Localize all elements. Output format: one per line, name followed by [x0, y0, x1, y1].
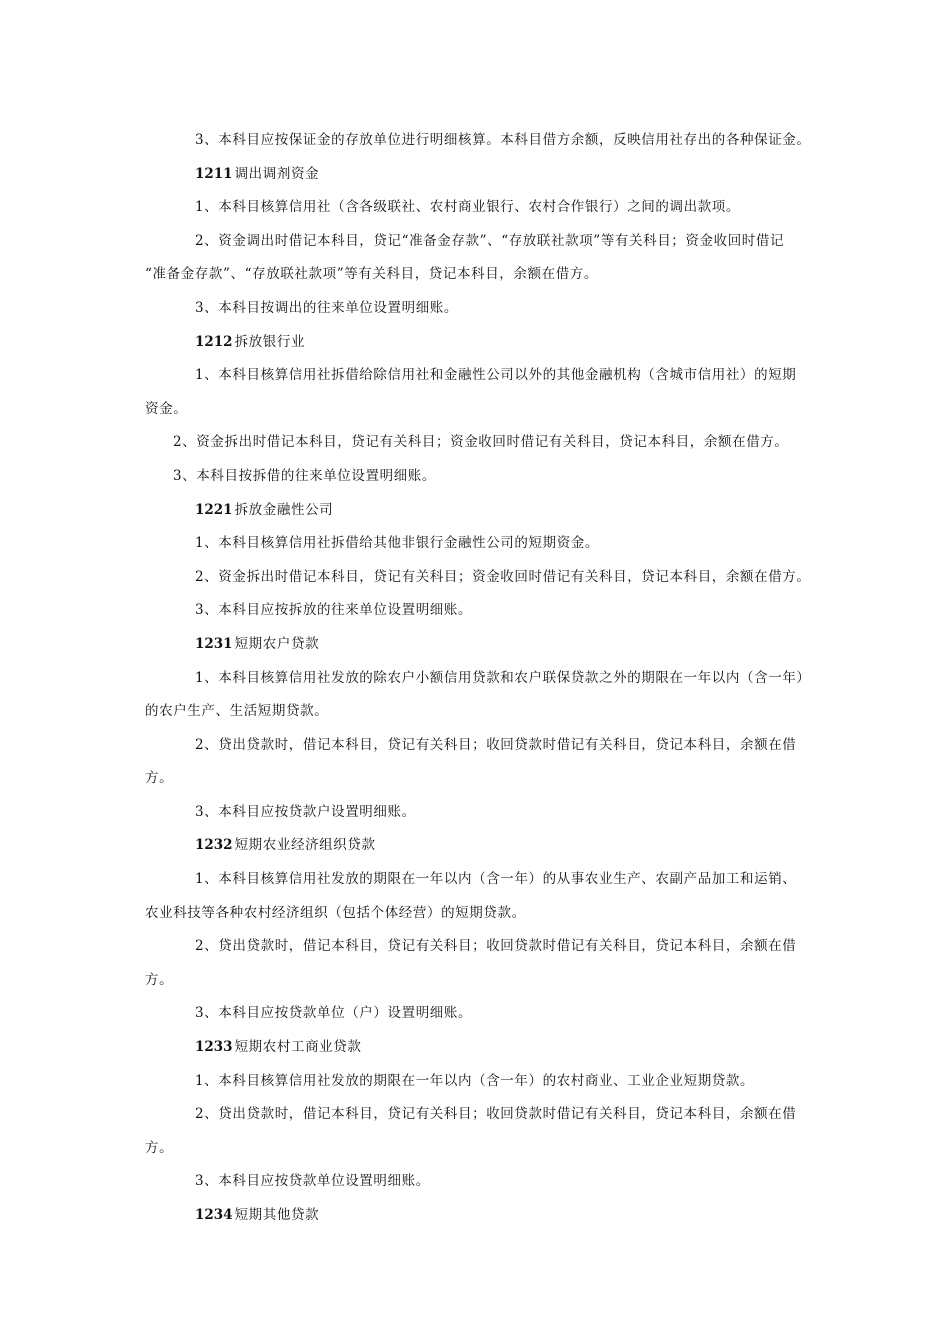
paragraph: 2、资金拆出时借记本科目，贷记有关科目；资金收回时借记有关科目，贷记本科目，余额在借方。: [195, 568, 811, 585]
paragraph: 1、本科目核算信用社发放的期限在一年以内（含一年）的农村商业、工业企业短期贷款。: [195, 1072, 755, 1089]
section-code: 1232: [195, 837, 233, 854]
document-body: [145, 124, 815, 1233]
paragraph: 2、资金调出时借记本科目，贷记“准备金存款”、“存放联社款项”等有关科目；资金收回时借记: [195, 232, 785, 249]
section-title: 短期农业经济组织贷款: [234, 837, 376, 854]
section-heading-1232: [145, 829, 815, 863]
section-code: 1231: [195, 635, 233, 652]
paragraph: 3、本科目应按贷款户设置明细账。: [195, 803, 416, 820]
paragraph: 1、本科目核算信用社发放的除农户小额信用贷款和农户联保贷款之外的期限在一年以内（含一年）: [195, 669, 811, 686]
paragraph: 1、本科目核算信用社拆借给其他非银行金融性公司的短期资金。: [195, 535, 599, 552]
paragraph: 1、本科目核算信用社发放的期限在一年以内（含一年）的从事农业生产、农副产品加工和运销、: [195, 871, 797, 888]
paragraph: 3、本科目按调出的往来单位设置明细账。: [195, 299, 458, 316]
paragraph-continuation: “准备金存款”、“存放联社款项”等有关科目，贷记本科目，余额在借方。: [145, 266, 599, 283]
paragraph: 3、本科目应按拆放的往来单位设置明细账。: [195, 602, 473, 619]
section-title: 调出调剂资金: [234, 165, 320, 182]
paragraph-continuation: 方。: [145, 770, 174, 787]
section-title: 短期其他贷款: [234, 1207, 320, 1223]
section-code: 1212: [195, 333, 233, 350]
paragraph: 2、贷出贷款时，借记本科目，贷记有关科目；收回贷款时借记有关科目，贷记本科目，余额在借: [195, 1106, 797, 1123]
section-code: 1233: [195, 1039, 233, 1056]
section-heading-1221: [145, 494, 815, 528]
paragraph-continuation: 的农户生产、生活短期贷款。: [145, 703, 329, 720]
section-heading-1231: [145, 628, 815, 662]
section-title: 短期农户贷款: [234, 635, 320, 652]
section-code: 1234: [195, 1207, 233, 1223]
section-title: 短期农村工商业贷款: [234, 1039, 362, 1056]
section-heading-1233: [145, 1031, 815, 1065]
paragraph: 3、本科目应按贷款单位（户）设置明细账。: [195, 1005, 473, 1022]
paragraph-continuation: 农业科技等各种农村经济组织（包括个体经营）的短期贷款。: [145, 904, 526, 921]
paragraph: 3、本科目应按保证金的存放单位进行明细核算。本科目借方余额，反映信用社存出的各种保证金。: [195, 132, 811, 148]
paragraph: 2、贷出贷款时，借记本科目，贷记有关科目；收回贷款时借记有关科目，贷记本科目，余额在借: [195, 938, 797, 955]
section-title: 拆放金融性公司: [234, 501, 334, 518]
paragraph: 1、本科目核算信用社（含各级联社、农村商业银行、农村合作银行）之间的调出款项。: [195, 199, 740, 216]
paragraph: 1、本科目核算信用社拆借给除信用社和金融性公司以外的其他金融机构（含城市信用社）的短期: [195, 367, 797, 384]
paragraph-continuation: 方。: [145, 971, 174, 988]
section-code: 1211: [195, 165, 233, 182]
section-title: 拆放银行业: [234, 333, 306, 350]
paragraph: 3、本科目按拆借的往来单位设置明细账。: [173, 467, 436, 484]
section-code: 1221: [195, 501, 233, 518]
paragraph-continuation: 资金。: [145, 400, 188, 417]
section-heading-1211: [145, 158, 815, 192]
section-heading-1234: [145, 1199, 815, 1233]
paragraph: 3、本科目应按贷款单位设置明细账。: [195, 1173, 430, 1190]
section-heading-1212: [145, 326, 815, 360]
paragraph: 2、贷出贷款时，借记本科目，贷记有关科目；收回贷款时借记有关科目，贷记本科目，余额在借: [195, 736, 797, 753]
paragraph-continuation: 方。: [145, 1139, 174, 1156]
paragraph: 2、资金拆出时借记本科目，贷记有关科目；资金收回时借记有关科目，贷记本科目，余额在借方。: [173, 434, 789, 451]
